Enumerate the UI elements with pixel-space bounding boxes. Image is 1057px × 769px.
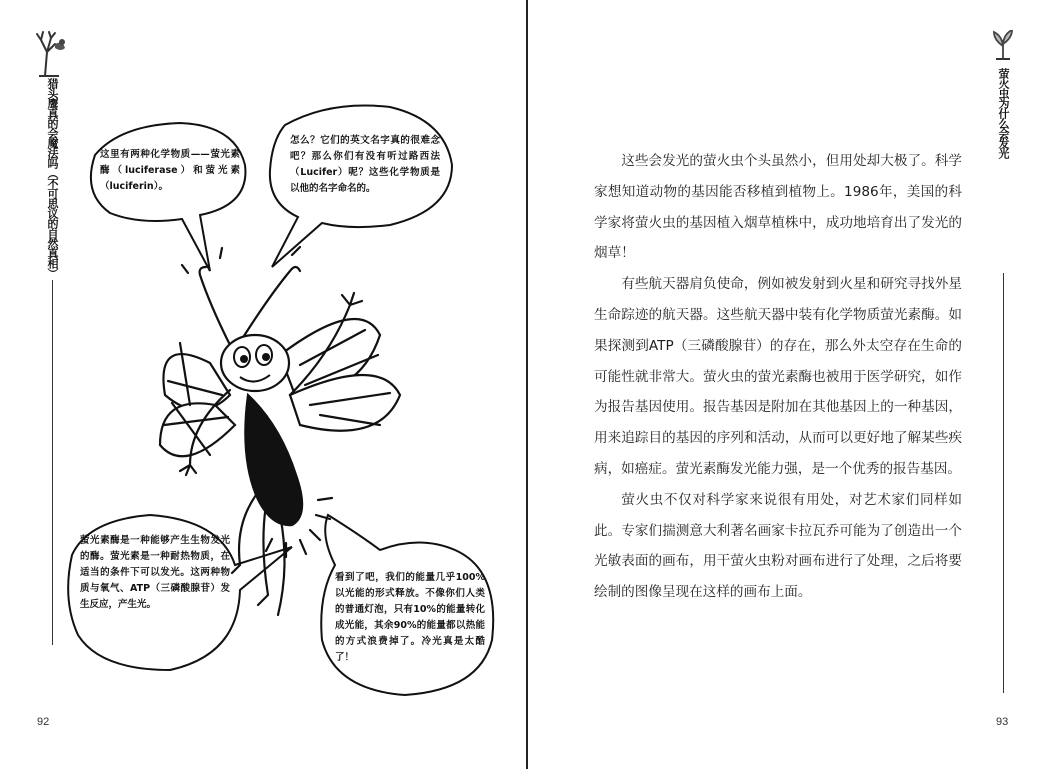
right-running-title: 萤火虫为什么会发光 [997, 68, 1010, 158]
body-text [594, 146, 962, 608]
plant-icon [990, 30, 1016, 60]
left-rule [52, 280, 53, 645]
page-gutter [526, 0, 528, 769]
bubble-text-1: 这里有两种化学物质——萤光素酶（luciferase）和萤光素（luciferin）。 [100, 149, 240, 192]
page-number-right: 93 [996, 716, 1009, 728]
bubble-text-3: 萤光素酶是一种能够产生生物发光的酶。萤光素是一种耐热物质，在适当的条件下可以发光。这两种物质与氧气、ATP（三磷酸腺苷）发生反应，产生光。 [80, 535, 230, 610]
page-number-left: 92 [37, 716, 50, 728]
paragraph: 这些会发光的萤火虫个头虽然小，但用处却大极了。科学家想知道动物的基因能否移植到植物上。1986年，美国的科学家将萤火虫的基因植入烟草植株中，成功地培育出了发光的烟草！ [594, 153, 962, 262]
bubble-text-4: 看到了吧，我们的能量几乎100%以光能的形式释放。不像你们人类的普通灯泡，只有10%的能量转化成光能，其余90%的能量都以热能的方式浪费掉了。冷光真是太酷了！ [335, 572, 485, 663]
tree-icon [35, 30, 69, 78]
left-running-title: 猎头鹰真的会魔法吗（不可思议的自然真相） [46, 78, 59, 278]
right-running-header [983, 30, 1023, 693]
right-rule [1003, 273, 1004, 693]
paragraph: 有些航天器肩负使命，例如被发射到火星和研究寻找外星生命踪迹的航天器。这些航天器中装有化学物质萤光素酶。如果探测到ATP（三磷酸腺苷）的存在，那么外太空存在生命的可能性就非常大。萤火虫的萤光素酶也被用于医学研究，如作为报告基因使用。报告基因是附加在其他基因上的一种基因，用来追踪目的基因的序列和活动，从而可以更好地了解某些疾病，如癌症。萤光素酶发光能力强，是一个优秀的报告基因。 [594, 276, 962, 477]
firefly-illustration [60, 95, 510, 715]
paragraph: 萤火虫不仅对科学家来说很有用处，对艺术家们同样如此。专家们揣测意大利著名画家卡拉瓦乔可能为了创造出一个光敏表面的画布，用干萤火虫粉对画布进行了处理，之后将要绘制的图像呈现在这样的画布上面。 [594, 491, 962, 601]
bubble-text-2: 怎么？它们的英文名字真的很难念吧？那么你们有没有听过路西法（Lucifer）呢？这些化学物质是以他的名字命名的。 [290, 135, 440, 194]
